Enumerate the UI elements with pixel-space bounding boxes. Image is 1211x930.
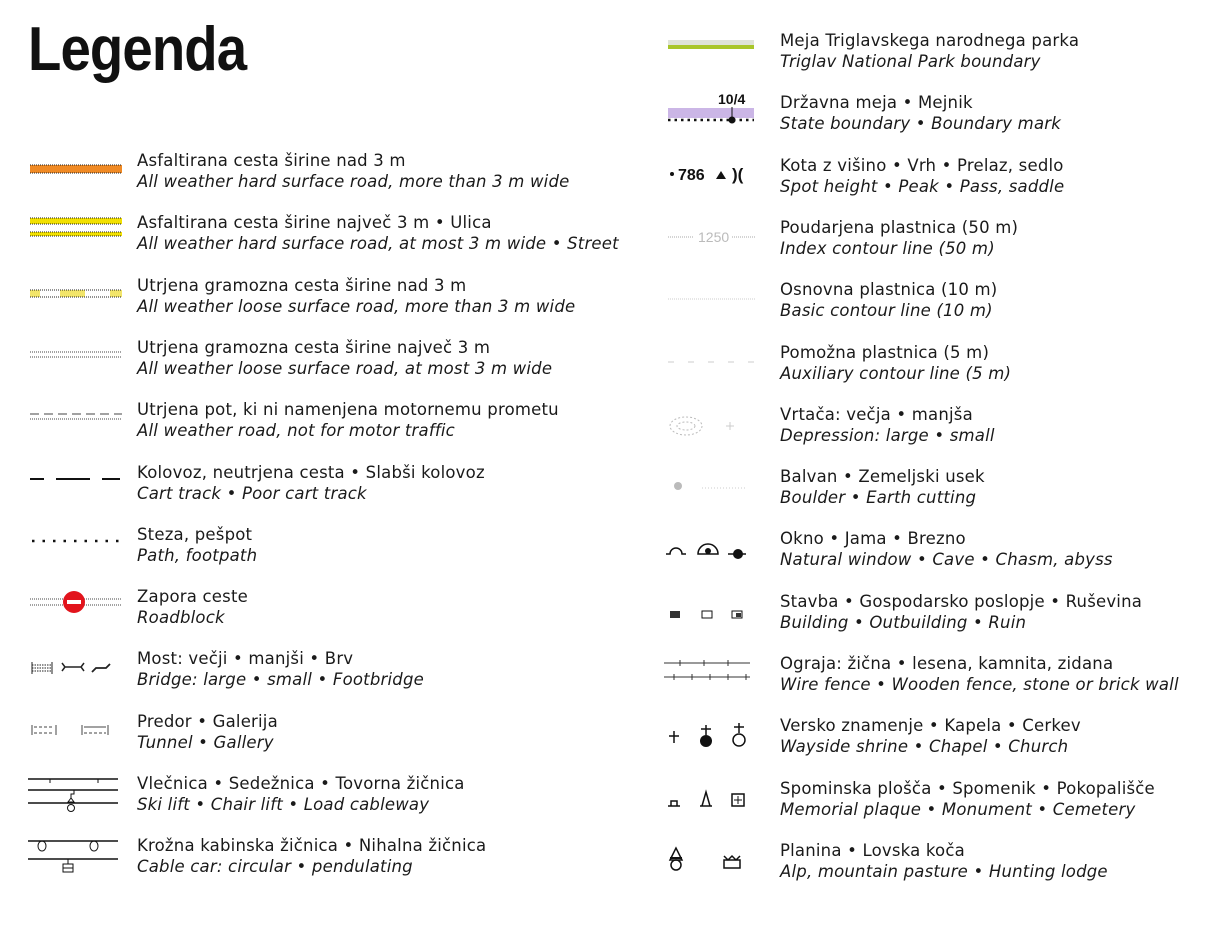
label-slovene: Balvan • Zemeljski usek <box>780 467 985 487</box>
fence-icon <box>664 653 784 697</box>
label-english: Memorial plaque • Monument • Cemetery <box>780 799 1136 819</box>
legend-text <box>780 715 1081 757</box>
label-slovene: Ograja: žična • lesena, kamnita, zidana <box>780 654 1114 673</box>
label-english: All weather loose surface road, at most 3 m wide <box>137 358 553 378</box>
ski-lift-icon <box>26 773 146 817</box>
label-slovene: Osnovna plastnica (10 m) <box>780 280 998 300</box>
label-slovene: Most: večji • manjši • Brv <box>137 649 354 669</box>
label-slovene: Okno • Jama • Brezno <box>780 529 966 549</box>
state-boundary-icon <box>664 92 784 136</box>
legend-text <box>780 92 1061 134</box>
label-english: Basic contour line (10 m) <box>780 301 993 321</box>
legend-text <box>780 279 997 321</box>
road-orange-icon <box>26 150 146 194</box>
label-slovene: Stavba • Gospodarsko poslopje • Ruševina <box>780 591 1143 611</box>
building-icon <box>664 591 784 635</box>
index-contour-icon <box>664 217 784 261</box>
bridge-icon <box>26 648 146 692</box>
legend-text <box>780 840 1108 882</box>
label-slovene: Steza, pešpot <box>137 524 253 544</box>
label-english: Wire fence • Wooden fence, stone or brick wall <box>780 675 1179 694</box>
label-slovene: Spominska plošča • Spomenik • Pokopališče <box>780 778 1155 798</box>
legend-text <box>137 399 559 441</box>
label-english: Tunnel • Gallery <box>137 732 274 752</box>
alp-icon <box>664 840 784 884</box>
label-english: Roadblock <box>137 608 225 628</box>
tunnel-icon <box>26 711 146 755</box>
spot-height-label: 786 <box>678 166 705 184</box>
legend-text <box>137 586 248 628</box>
label-english: Bridge: large • small • Footbridge <box>137 670 424 690</box>
contour-label: 1250 <box>698 228 730 245</box>
label-english: All weather hard surface road, more than 3 m wide <box>137 172 570 191</box>
label-slovene: Utrjena gramozna cesta širine največ 3 m <box>137 337 491 357</box>
label-english: Wayside shrine • Chapel • Church <box>780 737 1069 757</box>
road-double-line-icon <box>26 337 146 381</box>
legend-text <box>780 778 1155 820</box>
label-english: Cart track • Poor cart track <box>137 483 367 503</box>
legend-text <box>137 212 619 254</box>
label-slovene: Versko znamenje • Kapela • Cerkev <box>780 716 1081 736</box>
label-english: All weather road, not for motor traffic <box>137 421 455 441</box>
label-english: Boulder • Earth cutting <box>780 488 977 508</box>
cable-car-icon <box>26 835 146 879</box>
legend-text <box>780 653 1179 695</box>
label-slovene: Vlečnica • Sedežnica • Tovorna žičnica <box>137 774 465 793</box>
label-slovene: Utrjena pot, ki ni namenjena motornemu prometu <box>137 400 559 420</box>
legend-text <box>780 155 1064 197</box>
label-slovene: Utrjena gramozna cesta širine nad 3 m <box>137 275 467 295</box>
label-english: Index contour line (50 m) <box>780 238 995 258</box>
cave-icon <box>664 528 784 572</box>
legend-text <box>780 528 1113 570</box>
page-title: Legenda <box>28 15 247 84</box>
depression-icon <box>664 404 784 448</box>
road-dashed-icon <box>26 399 146 443</box>
label-slovene: Kolovoz, neutrjena cesta • Slabši kolovoz <box>137 462 485 482</box>
label-slovene: Kota z višino • Vrh • Prelaz, sedlo <box>780 155 1064 175</box>
label-english: Depression: large • small <box>780 425 995 445</box>
church-icon <box>664 715 784 759</box>
boulder-icon <box>664 466 784 510</box>
spot-height-icon <box>664 155 784 199</box>
label-slovene: Planina • Lovska koča <box>780 840 965 860</box>
legend-text <box>137 337 552 379</box>
basic-contour-icon <box>664 279 784 323</box>
legend-text <box>137 462 485 504</box>
legend-text <box>137 275 575 317</box>
road-yellow-icon <box>26 212 146 256</box>
label-english: State boundary • Boundary mark <box>780 114 1061 134</box>
label-english: Spot height • Peak • Pass, saddle <box>780 176 1065 196</box>
label-slovene: Krožna kabinska žičnica • Nihalna žičnica <box>137 836 487 856</box>
label-english: Alp, mountain pasture • Hunting lodge <box>780 861 1108 881</box>
label-slovene: Asfaltirana cesta širine nad 3 m <box>137 151 406 170</box>
legend-text <box>780 466 985 508</box>
legend-text <box>780 342 1011 384</box>
label-english: Ski lift • Chair lift • Load cableway <box>137 795 430 814</box>
label-slovene: Predor • Galerija <box>137 711 278 731</box>
label-slovene: Poudarjena plastnica (50 m) <box>780 217 1019 237</box>
park-boundary-icon <box>664 30 784 74</box>
legend-text <box>780 591 1142 633</box>
legend-text <box>137 648 424 690</box>
label-english: Triglav National Park boundary <box>780 52 1041 71</box>
label-english: Auxiliary contour line (5 m) <box>780 363 1012 383</box>
label-slovene: Vrtača: večja • manjša <box>780 404 973 424</box>
legend-text <box>780 217 1018 259</box>
boundary-mark-label: 10/4 <box>718 92 746 108</box>
legend-text <box>137 711 278 753</box>
label-english: Building • Outbuilding • Ruin <box>780 612 1027 632</box>
label-english: Natural window • Cave • Chasm, abyss <box>780 550 1113 570</box>
road-yellow-dashed-icon <box>26 275 146 319</box>
label-slovene: Zapora ceste <box>137 587 248 607</box>
legend-text <box>137 835 486 877</box>
legend-text <box>137 524 257 566</box>
cart-track-icon <box>26 462 146 506</box>
monument-icon <box>664 778 784 822</box>
auxiliary-contour-icon <box>664 342 784 386</box>
legend-text <box>137 773 465 815</box>
label-english: All weather loose surface road, more than 3 m wide <box>137 296 576 316</box>
label-slovene: Asfaltirana cesta širine največ 3 m • Ulica <box>137 213 492 233</box>
roadblock-icon <box>26 586 146 630</box>
label-slovene: Državna meja • Mejnik <box>780 93 973 113</box>
footpath-icon <box>26 524 146 568</box>
legend-text <box>137 150 569 192</box>
label-slovene: Pomožna plastnica (5 m) <box>780 342 990 362</box>
label-english: Cable car: circular • pendulating <box>137 857 413 877</box>
label-slovene: Meja Triglavskega narodnega parka <box>780 31 1080 50</box>
svg-text:)(: )( <box>732 164 744 184</box>
label-english: Path, footpath <box>137 545 258 565</box>
label-english: All weather hard surface road, at most 3 m wide • Street <box>137 234 619 254</box>
legend-text <box>780 30 1079 72</box>
legend-text <box>780 404 995 446</box>
